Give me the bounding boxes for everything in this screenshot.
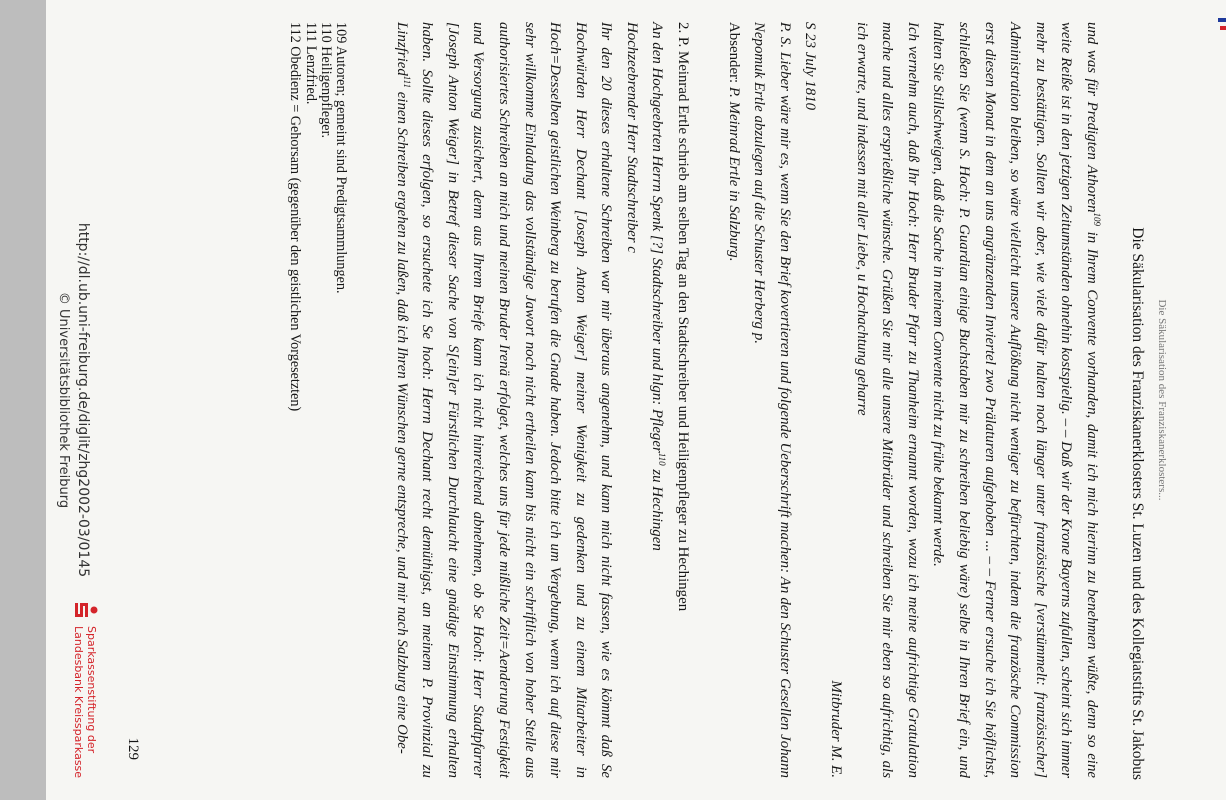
footnote-ref-109: 109 xyxy=(1091,212,1102,227)
letter-paragraph-2: Ich vernehm auch, daß Ihr Hoch: Herr Bruder Pfarr zu Thanheim ernannt worden, wozu ich meine aufrichtige Gratulation mache und alles ersprießliche wünsche. Grüßen Sie mir alle unsere Mitbrüder und schreiben Sie mir eben so aufrichtig, als ich erwarte, und indessen mit aller Liebe, u Hochachtung geharre xyxy=(853,22,921,778)
footnote-110: 110 Heiligenpfleger. xyxy=(317,22,334,139)
section-2-heading: 2. P. Meinrad Ertle schrieb am selben Tag an den Stadtschreiber und Heiligenpfleger zu Hechingen xyxy=(675,22,692,612)
letter-paragraph-1: und was für Predigten Athoren$^{109}$ in Ihrem Convente vorhanden, damit ich mich hierinn zu benehmen wüßte, denn so eine weite Reiße ist in den jetzigen Zeitumständen ohnehin kostspielig. – – Daß wir der Krone Bayerns zufallen, scheint sich immer mehr zu bestättigen. Sollten wir aber, wie viele dafür halten noch länger unter französische [verstümmelt: französischer] Administration bleiben, so wäre vielleicht unsere Auflößung nicht weniger zu befürchten, indem die französche Commission erst diesen Monat in dem an uns angränzenden Inviertel zwo Prälaturen aufgehoben ... – – Ferner ersuche ich Sie höflichst, schließen Sie (wenn S. Hoch: P. Guardian einige Buchstaben mir zu schreiben beliebig wäre) selbe in Ihren Brief ein, und halten Sie Stillschweigen, daß die Sache in meinem Convente nicht zu frühe bekannt werde. xyxy=(930,22,1102,779)
letter-date: S 23 July 1810 xyxy=(802,22,819,111)
letter-salutation: Hochzeebrender Herr Stadtschreiber c xyxy=(623,22,640,253)
footnote-112: 112 Obedienz = Gehorsam (gegenüber den geistlichen Vorgesetzten) xyxy=(287,22,304,412)
sponsor-line-1: Sparkassenstiftung der xyxy=(85,626,98,754)
footnotes xyxy=(287,22,348,778)
cut-off-header-line: Die Säkularisation des Franziskanerklosters... xyxy=(1156,299,1168,501)
viewer-side-strip xyxy=(0,0,46,800)
letter-signoff: Mitbruder M. E. xyxy=(828,680,845,778)
scanned-page xyxy=(46,0,1226,800)
copyright-notice: © Universitätsbibliothek Freiburg xyxy=(56,291,71,509)
footnote-ref-110: 110 xyxy=(657,452,668,466)
page-number: 129 xyxy=(125,737,141,760)
letter-address: An den Hochgeebrten Herrn Spenk [?] Stadtschreiber und hlgn: Pfleger$^{110}$ zu Hechingen xyxy=(649,22,668,551)
footnote-109: 109 Autoren; gemeint sind Predigtsammlungen. xyxy=(333,22,349,294)
sparkasse-logo-icon xyxy=(74,600,98,620)
running-head: Die Säkularisation des Franziskanerklosters St. Luzen und des Kollegiatstifts St. Jakobus xyxy=(1129,227,1146,780)
page-body xyxy=(388,22,1104,778)
footnote-111: 111 Lenzfried. xyxy=(302,22,319,105)
letter-paragraph-3: Ihr den 20 dieses erhaltene Schreiben war mir überaus angenehm, und kann mich nicht fassen, wie es kömmt daß Se Hochwürden Herr Dechant [Joseph Anton Weiger] meiner Wenigkeit zu gedenken und zu einem Mitarbeiter in Hoch=Desselben geistlichen Weinberg zu berufen die Gnade haben. Jedoch bitte ich um Vergebung, wenn ich auf diese mir sehr willkomme Einladung das vollständige Jawort noch nicht ertheilen kann bis nicht ein schriftlich von hoher Stelle aus authorisiertes Schreiben an mich und meinen Bruder Irenä erfolget, welches uns für jede mißliche Zeit=Aenderung Festigkeit und Versorgung zusichert, denn aus Ihrem Briefe kann ich nicht hinreichend abnehmen, ob Se Hoch: Herr Stadtpfarrer [Joseph Anton Weiger] in Betref dieser Sache von S[ein]er Fürstlichen Durchlaucht eine gnädige Einstimmung erhalten haben. Sollte dieses erfolgen, so ersuchete ich Se hoch: Herrn Dechant recht demüthigst, an meinem P. Provinzial zu Linzfried$^{111}$ einen Schreiben ergehen zu laßen, daß ich Ihren Wünschen gerne entspreche, und mir nach Salzburg eine Obe- xyxy=(393,22,615,778)
rotated-page-content xyxy=(46,0,1226,800)
source-url[interactable]: http://dl.ub.uni-freiburg.de/diglit/zhg2002-03/0145 xyxy=(75,222,91,578)
letter-sender: Absender: P. Meinrad Ertle in Salzburg. xyxy=(725,22,742,262)
letter-postscript: P. S. Lieber wäre mir es, wenn Sie den Brief kovertieren und folgende Ueberschrift machen: An den Schuster Gesellen Johann Nepomuk Ertle abzulegen auf die Schuster Herberg p. xyxy=(751,22,793,778)
footnote-ref-111: 111 xyxy=(401,75,412,88)
sponsor-line-2: Landesbank Kreissparkasse xyxy=(72,626,85,779)
